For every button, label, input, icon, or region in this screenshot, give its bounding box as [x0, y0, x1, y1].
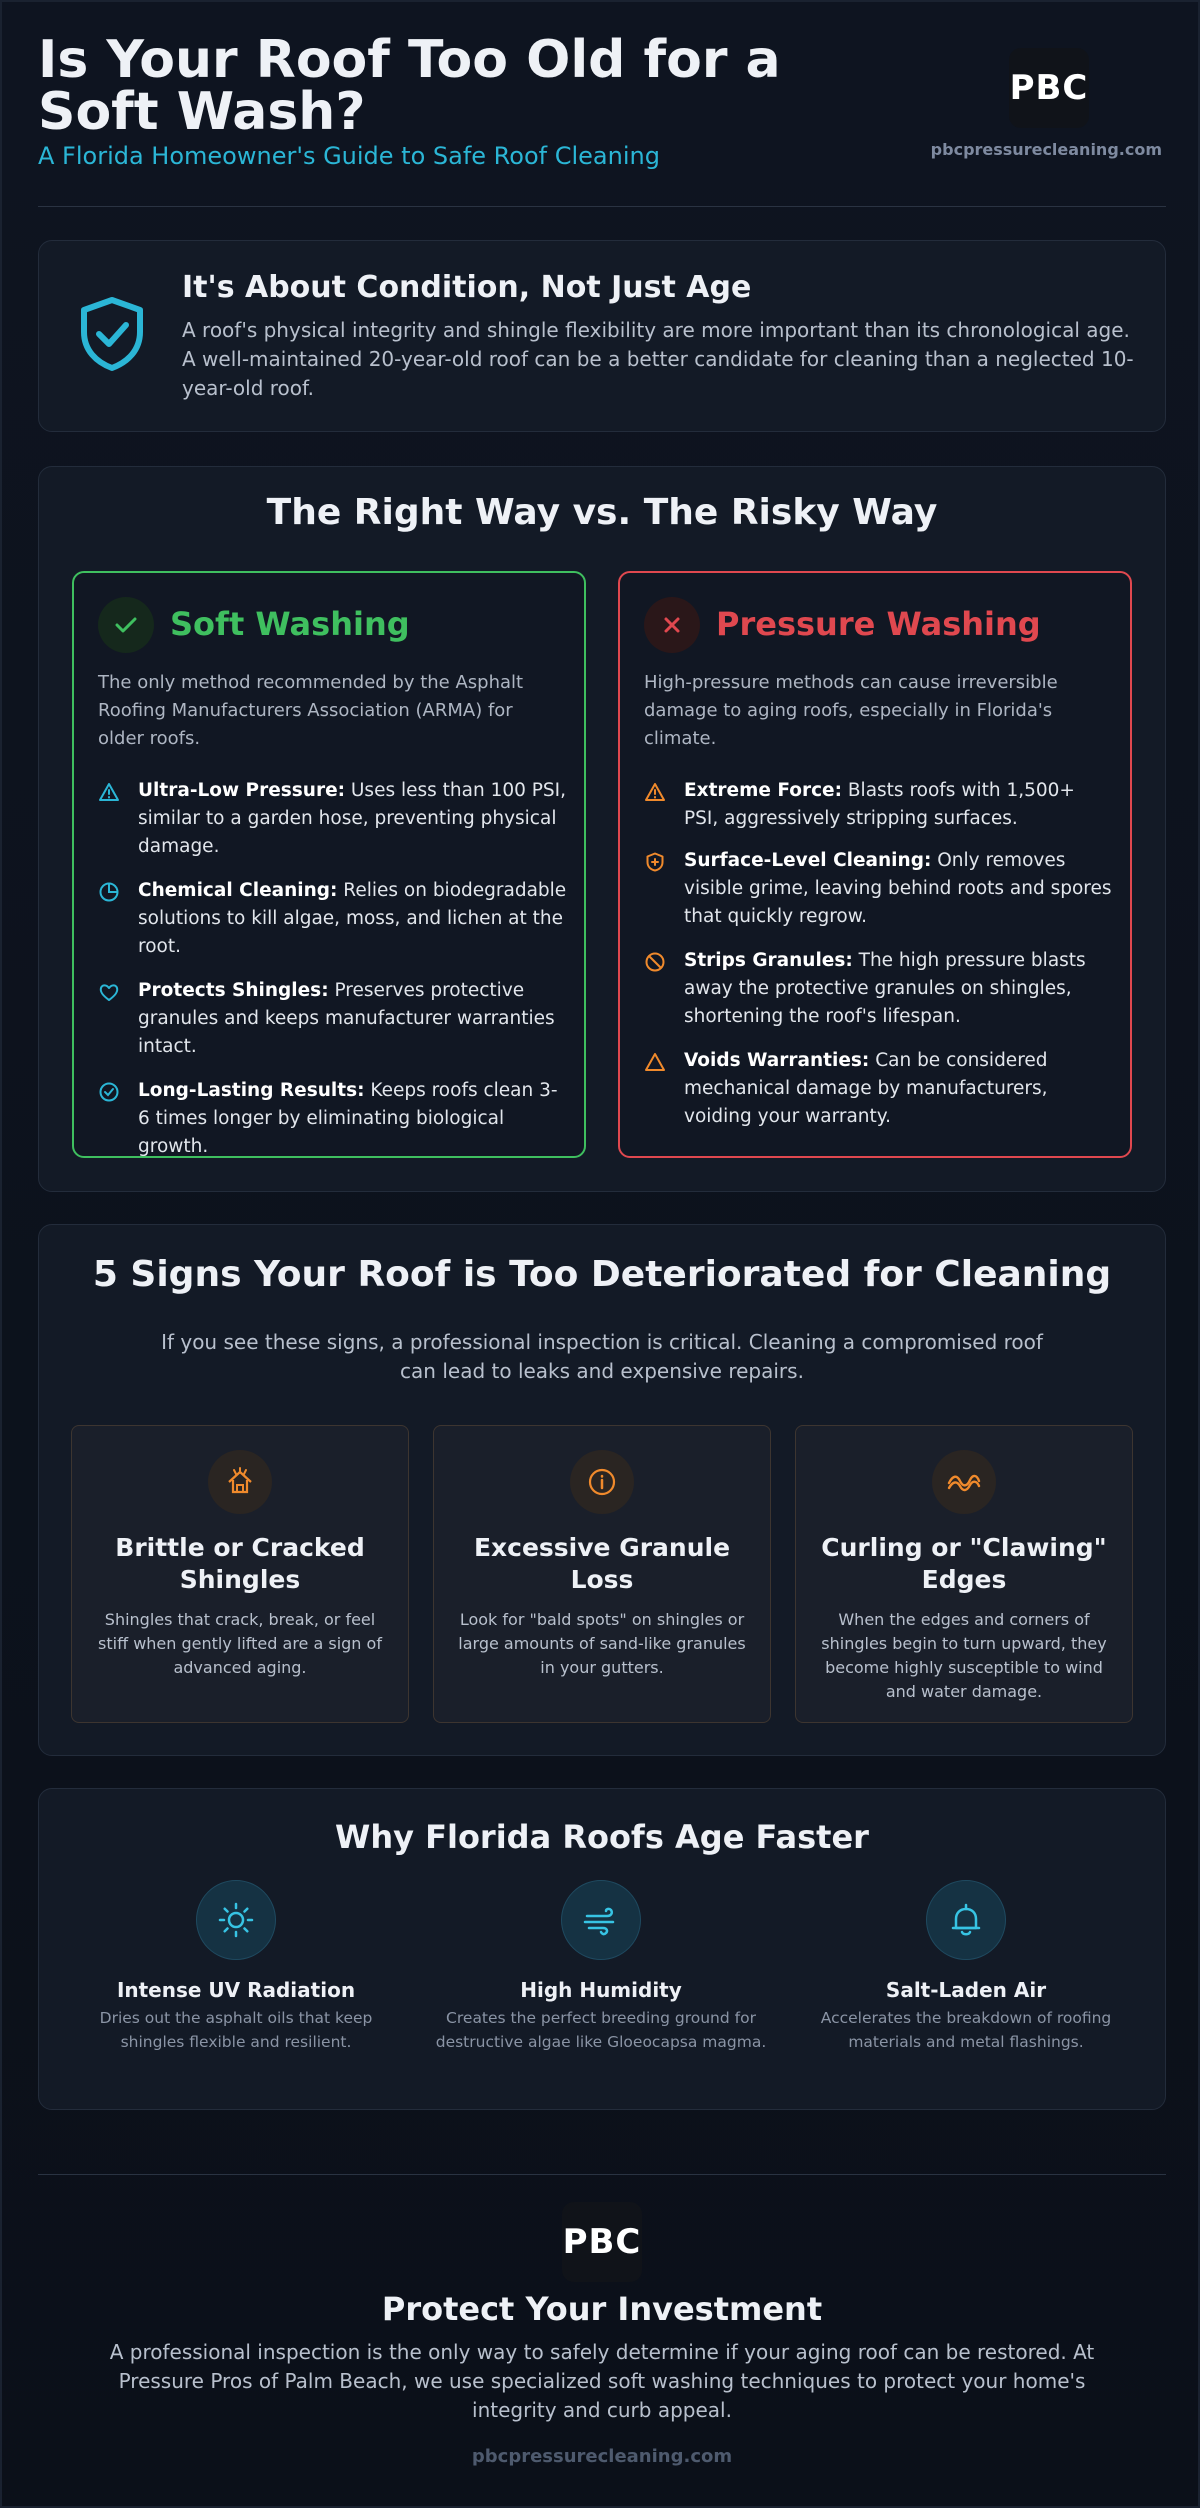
footer-divider: [38, 2174, 1166, 2175]
footer-title: Protect Your Investment: [381, 2290, 823, 2328]
soft-washing-title: Soft Washing: [170, 605, 410, 643]
florida-item-text: Accelerates the breakdown of roofing materials and metal flashings.: [820, 2009, 1112, 2051]
warning-triangle-icon: [98, 781, 120, 803]
sign-title: Brittle or Cracked Shingles: [115, 1533, 365, 1594]
florida-item-title: Salt-Laden Air: [885, 1978, 1047, 2002]
sign-card-brittle: [71, 1425, 409, 1723]
florida-item-text: Creates the perfect breeding ground for destructive algae like Gloeocapsa magma.: [435, 2009, 767, 2051]
sign-card-granule: [433, 1425, 771, 1723]
waves-icon: [932, 1450, 996, 1514]
soft-washing-intro: The only method recommended by the Asphalt Roofing Manufacturers Association (ARMA) for older roofs.: [98, 672, 524, 749]
shield-alert-icon: [644, 851, 666, 873]
pie-chart-icon: [98, 881, 120, 903]
sign-text: Look for "bald spots" on shingles or large amounts of sand-like granules in your gutters.: [458, 1610, 746, 1677]
pressure-item-voids: Voids Warranties: Can be considered mechanical damage by manufacturers, voiding your warranty.: [644, 1047, 1114, 1131]
florida-item-title: High Humidity: [520, 1978, 682, 2002]
pressure-washing-title: Pressure Washing: [716, 605, 1041, 643]
soft-item-protects: Protects Shingles: Preserves protective granules and keeps manufacturer warranties intact.: [98, 977, 568, 1061]
soft-washing-column: [72, 571, 586, 1158]
soft-item-chemical: Chemical Cleaning: Relies on biodegradable solutions to kill algae, moss, and lichen at the root.: [98, 877, 568, 961]
soft-item-long-lasting: Long-Lasting Results: Keeps roofs clean 3-6 times longer by eliminating biological growth.: [98, 1077, 568, 1161]
soft-item-low-pressure: Ultra-Low Pressure: Uses less than 100 PSI, similar to a garden hose, preventing physical damage.: [98, 777, 568, 861]
brand-logo[interactable]: PBC: [1009, 48, 1089, 128]
pressure-washing-intro: High-pressure methods can cause irreversible damage to aging roofs, especially in Florida's climate.: [644, 672, 1058, 749]
comparison-title: The Right Way vs. The Risky Way: [266, 492, 938, 533]
pressure-item-strips: Strips Granules: The high pressure blasts away the protective granules on shingles, shortening the roof's lifespan.: [644, 947, 1114, 1031]
signs-intro: If you see these signs, a professional inspection is critical. Cleaning a compromised roof can lead to leaks and expensive repairs.: [161, 1330, 1043, 1383]
header-divider: [38, 206, 1166, 207]
condition-title: It's About Condition, Not Just Age: [182, 270, 752, 305]
florida-item-title: Intense UV Radiation: [116, 1978, 356, 2002]
sign-text: Shingles that crack, break, or feel stiff when gently lifted are a sign of advanced aging.: [98, 1610, 382, 1677]
ban-icon: [644, 951, 666, 973]
condition-text: A roof's physical integrity and shingle flexibility are more important than its chronological age. A well-maintained 20-year-old roof can be a better candidate for cleaning than a neglected 10-year-old roof.: [182, 318, 1134, 400]
pressure-item-extreme-force: Extreme Force: Blasts roofs with 1,500+ PSI, aggressively stripping surfaces.: [644, 777, 1114, 833]
warning-triangle-icon: [644, 781, 666, 803]
header-url-link[interactable]: pbcpressurecleaning.com: [930, 140, 1162, 159]
sign-title: Curling or "Clawing" Edges: [821, 1533, 1107, 1594]
roof-heat-icon: [208, 1450, 272, 1514]
x-icon: [644, 597, 700, 653]
check-icon: [98, 597, 154, 653]
sign-card-curling: [795, 1425, 1133, 1723]
sign-text: When the edges and corners of shingles begin to turn upward, they become highly susceptible to wind and water damage.: [821, 1610, 1107, 1701]
pressure-item-surface: Surface-Level Cleaning: Only removes visible grime, leaving behind roots and spores that quickly regrow.: [644, 847, 1114, 931]
pressure-washing-column: [618, 571, 1132, 1158]
footer-text: A professional inspection is the only way to safely determine if your aging roof can be restored. At Pressure Pros of Palm Beach, we use specialized soft washing techniques to protect your home's integrity and curb appeal.: [109, 2340, 1095, 2422]
florida-item-text: Dries out the asphalt oils that keep shingles flexible and resilient.: [99, 2009, 373, 2051]
heart-icon: [98, 981, 120, 1003]
footer-logo[interactable]: PBC: [562, 2202, 642, 2282]
page-subtitle: A Florida Homeowner's Guide to Safe Roof Cleaning: [38, 142, 660, 170]
shield-check-icon: [76, 294, 148, 378]
bell-icon: [926, 1880, 1006, 1960]
florida-title: Why Florida Roofs Age Faster: [335, 1818, 869, 1856]
sign-title: Excessive Granule Loss: [473, 1533, 731, 1594]
footer-url-link[interactable]: pbcpressurecleaning.com: [471, 2446, 733, 2467]
info-circle-icon: [570, 1450, 634, 1514]
check-circle-icon: [98, 1081, 120, 1103]
sun-icon: [196, 1880, 276, 1960]
page-title: Is Your Roof Too Old for a Soft Wash?: [38, 30, 781, 142]
signs-title: 5 Signs Your Roof is Too Deteriorated for Cleaning: [92, 1254, 1112, 1295]
wind-icon: [561, 1880, 641, 1960]
alert-triangle-icon: [644, 1051, 666, 1073]
